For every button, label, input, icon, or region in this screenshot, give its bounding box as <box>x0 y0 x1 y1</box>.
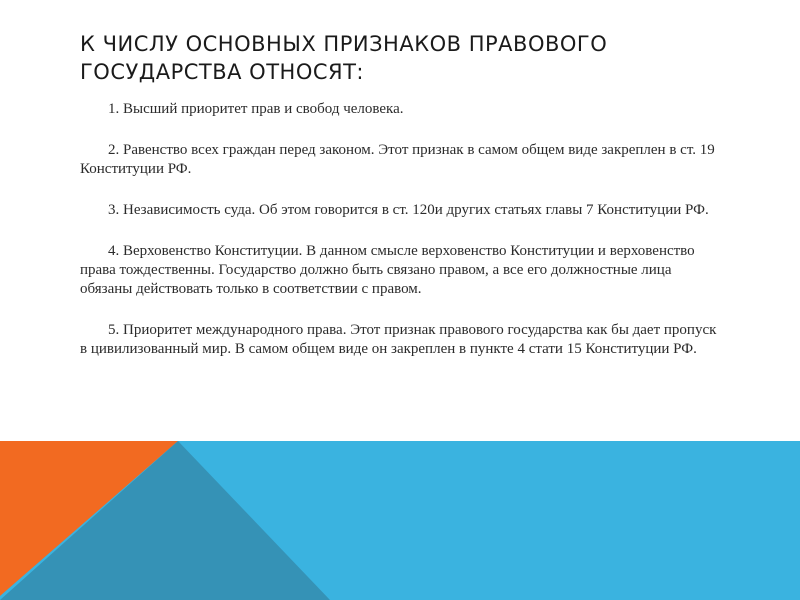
list-item-2: 2. Равенство всех граждан перед законом. Этот признак в самом общем виде закреплен в ст. 19 Конституции РФ. <box>80 142 715 177</box>
list-item-5: 5. Приоритет международного права. Этот признак правового государства как бы дает пропуск в цивилизованный мир. В самом общем виде он закреплен в пункте 4 стати 15 Конституции РФ. <box>80 322 717 357</box>
list-item-3: 3. Независимость суда. Об этом говорится в ст. 120и других статьях главы 7 Конституции РФ. <box>108 202 709 218</box>
slide-title: К ЧИСЛУ ОСНОВНЫХ ПРИЗНАКОВ ПРАВОВОГО ГОСУДАРСТВА ОТНОСЯТ: <box>80 32 608 84</box>
list-item-4: 4. Верховенство Конституции. В данном смысле верховенство Конституции и верховенство права тождественны. Государство должно быть связано правом, а все его должностные лица обязаны действовать только в соответствии с правом. <box>80 243 695 297</box>
decorative-band <box>0 441 800 600</box>
list-item-1: 1. Высший приоритет прав и свобод человека. <box>108 101 404 117</box>
slide-body <box>80 100 720 381</box>
